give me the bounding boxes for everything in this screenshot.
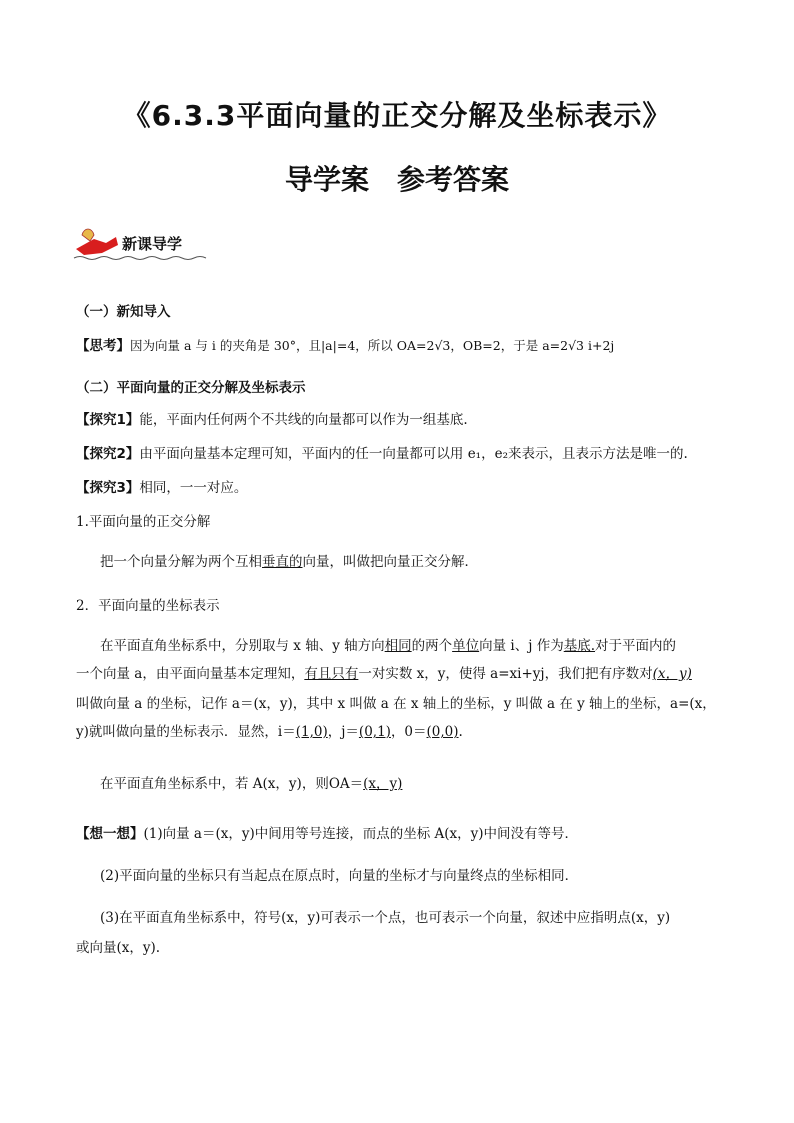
p2-l4-answer-2: (0,1) bbox=[358, 724, 391, 740]
think-tag: 【思考】 bbox=[76, 338, 130, 354]
p2-l4-a: y)就叫做向量的坐标表示．显然，i＝ bbox=[76, 724, 296, 740]
idea-tag: 【想一想】 bbox=[76, 826, 144, 842]
p2-l1-c: 向量 i、j 作为 bbox=[479, 638, 564, 654]
p2-l2-a: 一个向量 a，由平面向量基本定理知， bbox=[76, 666, 305, 682]
p2-l4-answer-1: (1,0) bbox=[295, 724, 328, 740]
subsection-2-heading: 2．平面向量的坐标表示 bbox=[76, 598, 220, 614]
p2-l1-answer-2: 单位 bbox=[452, 638, 480, 654]
explore-2-text: 由平面向量基本定理可知，平面内的任一向量都可以用 e₁，e₂来表示，且表示方法是唯一的. bbox=[139, 446, 688, 462]
p1-text-b: 向量，叫做把向量正交分解． bbox=[302, 554, 478, 570]
explore-3-tag: 【探究3】 bbox=[76, 480, 140, 496]
think-paragraph bbox=[76, 336, 734, 356]
p3-line bbox=[100, 774, 734, 794]
p2-l1-d: 对于平面内的 bbox=[595, 638, 677, 654]
explore-1 bbox=[76, 410, 734, 430]
p2-l4-answer-3: (0,0) bbox=[426, 724, 459, 740]
idea-2: (2)平面向量的坐标只有当起点在原点时，向量的坐标才与向量终点的坐标相同． bbox=[100, 868, 579, 884]
section-heading-2: （二）平面向量的正交分解及坐标表示 bbox=[76, 380, 306, 396]
p2-l1-answer-1: 相同 bbox=[384, 638, 412, 654]
think-text: 因为向量 a 与 i 的夹角是 30°，且|a|=4，所以 OA=2√3，OB=2，于是 a=2√3 i+2j bbox=[130, 338, 615, 353]
p3-answer: (x，y) bbox=[363, 776, 403, 792]
p2-line-1 bbox=[100, 636, 734, 656]
explore-2 bbox=[76, 444, 734, 464]
p2-line-3: 叫做向量 a 的坐标，记作 a＝(x，y)，其中 x 叫做 a 在 x 轴上的坐标，y 叫做 a 在 y 轴上的坐标，a=(x， bbox=[76, 696, 716, 712]
explore-2-tag: 【探究2】 bbox=[76, 446, 140, 462]
idea-3b: 或向量(x，y). bbox=[76, 940, 161, 956]
explore-1-tag: 【探究1】 bbox=[76, 412, 140, 428]
idea-3a: (3)在平面直角坐标系中，符号(x，y)可表示一个点，也可表示一个向量，叙述中应指明点(x，y) bbox=[100, 910, 671, 926]
p1-text-a: 把一个向量分解为两个互相 bbox=[100, 554, 262, 570]
p2-l4-c: ，0＝ bbox=[390, 724, 427, 740]
subsection-1-heading: 1.平面向量的正交分解 bbox=[76, 514, 211, 530]
p2-l1-a: 在平面直角坐标系中，分别取与 x 轴、y 轴方向 bbox=[100, 638, 385, 654]
idea-1-text: (1)向量 a＝(x，y)中间用等号连接，而点的坐标 A(x，y)中间没有等号． bbox=[143, 826, 579, 842]
p2-l4-d: . bbox=[458, 724, 463, 740]
pencil-hand-icon bbox=[72, 225, 222, 261]
section-badge bbox=[72, 225, 222, 261]
document-subtitle: 导学案 参考答案 bbox=[284, 163, 509, 196]
p2-l1-b: 的两个 bbox=[411, 638, 453, 654]
p2-l2-answer-1: 有且只有 bbox=[304, 666, 359, 682]
p2-l2-b: 一对实数 x，y，使得 a=xi+yj，我们把有序数对 bbox=[358, 666, 653, 682]
explore-1-text: 能，平面内任何两个不共线的向量都可以作为一组基底. bbox=[139, 412, 468, 428]
p2-l4-b: ，j＝ bbox=[327, 724, 359, 740]
p2-line-4 bbox=[76, 722, 734, 742]
p2-line-2 bbox=[76, 664, 734, 684]
p2-l2-answer-2: (x，y) bbox=[652, 666, 692, 682]
explore-3 bbox=[76, 478, 734, 498]
document-title: 《6.3.3平面向量的正交分解及坐标表示》 bbox=[122, 99, 672, 132]
explore-3-text: 相同，一一对应。 bbox=[139, 480, 248, 496]
idea-1 bbox=[76, 824, 734, 844]
p2-l1-answer-3: 基底. bbox=[563, 638, 596, 654]
p3-text: 在平面直角坐标系中，若 A(x，y)，则OA＝ bbox=[100, 776, 364, 792]
section-badge-label: 新课导学 bbox=[122, 235, 183, 253]
section-heading-1: （一）新知导入 bbox=[76, 304, 171, 320]
subsection-1-body bbox=[100, 552, 734, 572]
p1-answer: 垂直的 bbox=[262, 554, 303, 570]
